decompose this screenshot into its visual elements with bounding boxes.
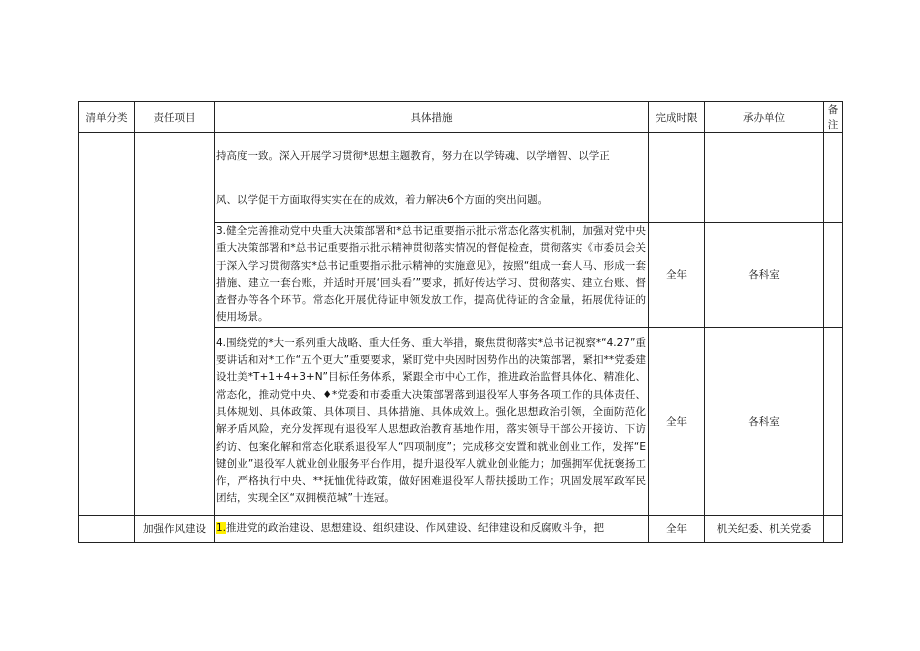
unit-cell [705,133,824,223]
project-cell [135,133,215,516]
header-measures: 具体措施 [215,102,649,133]
header-deadline: 完成时限 [649,102,705,133]
task-list-table [78,101,843,543]
table-row [79,515,843,542]
deadline-cell: 全年 [649,515,705,542]
note-cell [824,327,843,515]
deadline-cell [649,133,705,223]
header-note: 备注 [824,102,843,133]
highlighted-item-number: 1. [216,522,227,535]
measure-cell [215,515,649,542]
measure-cell: 4.围绕党的*大一系列重大战略、重大任务、重大举措，聚焦贯彻落实*总书记视察*“4.27”重要讲话和对*工作“五个更大”重要要求，紧盯党中央因时因势作出的决策部署，紧扣**党委建设壮美*T+1+4+3+N”目标任务体系，紧跟全市中心工作，推进政治监督具体化、精准化、常态化，推动党中央、♦*党委和市委重大决策部署落到退役军人事务各项工作的具体责任、具体规划、具体政策、具体项目、具体措施、具体成效上。强化思想政治引领，全面防范化解矛盾风险，充分发挥现有退役军人思想政治教育基地作用，落实领导干部公开接访、下访约访、包案化解和常态化联系退役军人“四项制度”；完成移交安置和就业创业工作，发挥“E键创业”退役军人就业创业服务平台作用，提升退役军人就业创业能力；加强拥军优抚褒扬工作，严格执行中央、**抚恤优待政策，做好困难退役军人帮扶援助工作；巩固发展军政军民团结，实现全区“双拥模范城”十连冠。 [215,327,649,515]
note-cell [824,223,843,328]
continuation-line-2: 风、以学促干方面取得实实在在的成效，着力解决6个方面的突出问题。 [216,193,549,206]
header-unit: 承办单位 [705,102,824,133]
measure-cell: 3.健全完善推动党中央重大决策部署和*总书记重要指示批示常态化落实机制，加强对党中央重大决策部署和*总书记重要指示批示精神贯彻落实情况的督促检查，贯彻落实《市委员会关于深入学习贯彻落实*总书记重要指示批示精神的实施意见》，按照“组成一套人马、形成一套措施、建立一套台账，并适时开展‘回头看’”要求，抓好传达学习、贯彻落实、建立台账、督查督办等各个环节。常态化开展优待证申领发放工作，提高优待证的含金量，拓展优待证的使用场景。 [215,223,649,328]
unit-cell: 各科室 [705,223,824,328]
header-project: 责任项目 [135,102,215,133]
unit-cell: 各科室 [705,327,824,515]
table-row-continuation [79,133,843,223]
measure-text: 推进党的政治建设、思想建设、组织建设、作风建设、纪律建设和反腐败斗争，把 [226,522,605,535]
project-cell: 加强作风建设 [135,515,215,542]
table-header-row [79,102,843,133]
deadline-cell: 全年 [649,223,705,328]
category-cell [79,515,135,542]
category-cell [79,133,135,516]
continuation-line-1: 持高度一致。深入开展学习贯彻*思想主题教育，努力在以学铸魂、以学增智、以学正 [216,149,610,162]
measure-cell-continuation [215,133,649,223]
header-category: 清单分类 [79,102,135,133]
deadline-cell: 全年 [649,327,705,515]
note-cell [824,515,843,542]
unit-cell: 机关纪委、机关党委 [705,515,824,542]
note-cell [824,133,843,223]
